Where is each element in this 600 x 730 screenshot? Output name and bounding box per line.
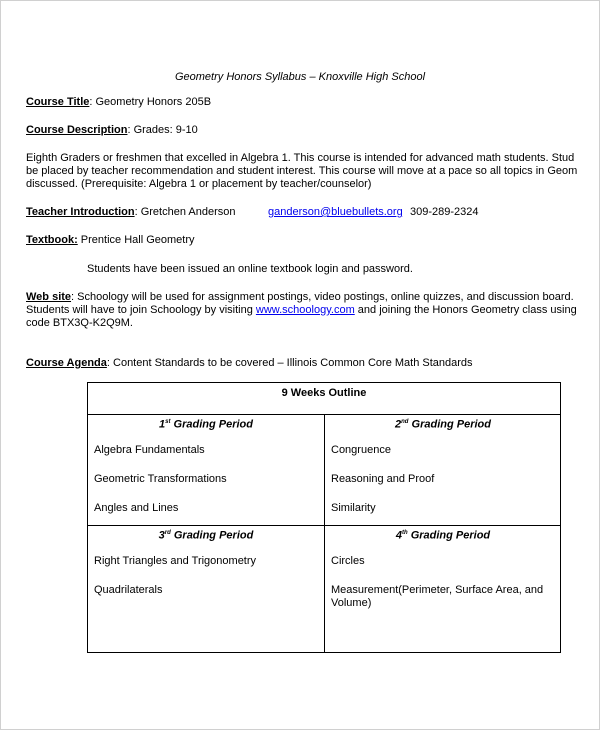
topic-item: Circles — [331, 555, 365, 567]
topic-item: Geometric Transformations — [94, 473, 227, 485]
topic-item: Reasoning and Proof — [331, 473, 435, 485]
website-line — [26, 304, 577, 317]
document-header: Geometry Honors Syllabus – Knoxville High School — [174, 71, 426, 83]
grading-period-heading — [325, 416, 561, 432]
period-number: 4 — [395, 529, 402, 542]
outline-table — [87, 382, 561, 653]
schoology-link[interactable]: www.schoology.com — [255, 304, 355, 316]
website-label: Web site — [26, 291, 72, 303]
period-suffix: th — [401, 530, 408, 536]
period-number: 1 — [159, 418, 166, 431]
topic-item: Angles and Lines — [94, 502, 179, 514]
course-description-grades: : Grades: 9-10 — [127, 124, 198, 136]
course-description-label: Course Description — [26, 124, 128, 136]
teacher-introduction — [26, 206, 236, 219]
textbook-value: Prentice Hall Geometry — [77, 234, 195, 246]
course-title-value: : Geometry Honors 205B — [89, 96, 212, 108]
period-suffix: st — [165, 419, 171, 425]
period-label: Grading Period — [170, 529, 254, 542]
textbook-label: Textbook: — [26, 234, 78, 246]
teacher-label: Teacher Introduction — [26, 206, 135, 218]
teacher-name: : Gretchen Anderson — [134, 206, 236, 218]
period-suffix: rd — [164, 530, 171, 536]
outline-title: 9 Weeks Outline — [281, 387, 367, 399]
teacher-phone: 309-289-2324 — [410, 206, 479, 218]
textbook-note: Students have been issued an online textbook login and password. — [87, 263, 413, 275]
description-line: discussed. (Prerequisite: Algebra 1 or placement by teacher/counselor) — [26, 178, 372, 190]
period-label: Grading Period — [408, 418, 491, 431]
period-number: 2 — [395, 418, 402, 431]
teacher-email-link[interactable]: ganderson@bluebullets.org — [268, 206, 403, 218]
topic-item: Quadrilaterals — [94, 584, 163, 596]
course-title — [26, 96, 211, 109]
period-label: Grading Period — [407, 529, 491, 542]
website-text: Students will have to join Schoology by visiting — [26, 304, 256, 316]
grading-period-heading — [88, 416, 324, 432]
description-line: be placed by teacher recommendation and student interest. This course will move at a pace so all topics in Geom — [26, 165, 578, 177]
agenda-label: Course Agenda — [26, 357, 107, 369]
topic-item: Measurement(Perimeter, Surface Area, and — [331, 584, 544, 596]
course-title-label: Course Title — [26, 96, 90, 108]
period-label: Grading Period — [170, 418, 253, 431]
topic-item: Algebra Fundamentals — [94, 444, 205, 456]
topic-item: Congruence — [331, 444, 391, 456]
topic-item: Volume) — [331, 597, 372, 609]
textbook — [26, 234, 195, 247]
website-text: : Schoology will be used for assignment postings, video postings, online quizzes, and discussion board. — [71, 291, 574, 303]
period-number: 3 — [158, 529, 165, 542]
agenda-value: : Content Standards to be covered – Illinois Common Core Math Standards — [106, 357, 473, 369]
topic-item: Similarity — [331, 502, 376, 514]
website-line — [26, 291, 574, 304]
website-text: and joining the Honors Geometry class using — [354, 304, 577, 316]
description-line: Eighth Graders or freshmen that excelled in Algebra 1. This course is intended for advanced math students. Stud — [26, 152, 575, 164]
course-agenda — [26, 357, 473, 370]
period-suffix: nd — [401, 419, 409, 425]
grading-period-heading — [88, 527, 324, 543]
website-code: code BTX3Q-K2Q9M. — [26, 317, 133, 329]
course-description — [26, 124, 198, 137]
topic-item: Right Triangles and Trigonometry — [94, 555, 257, 567]
grading-period-heading — [325, 527, 561, 543]
